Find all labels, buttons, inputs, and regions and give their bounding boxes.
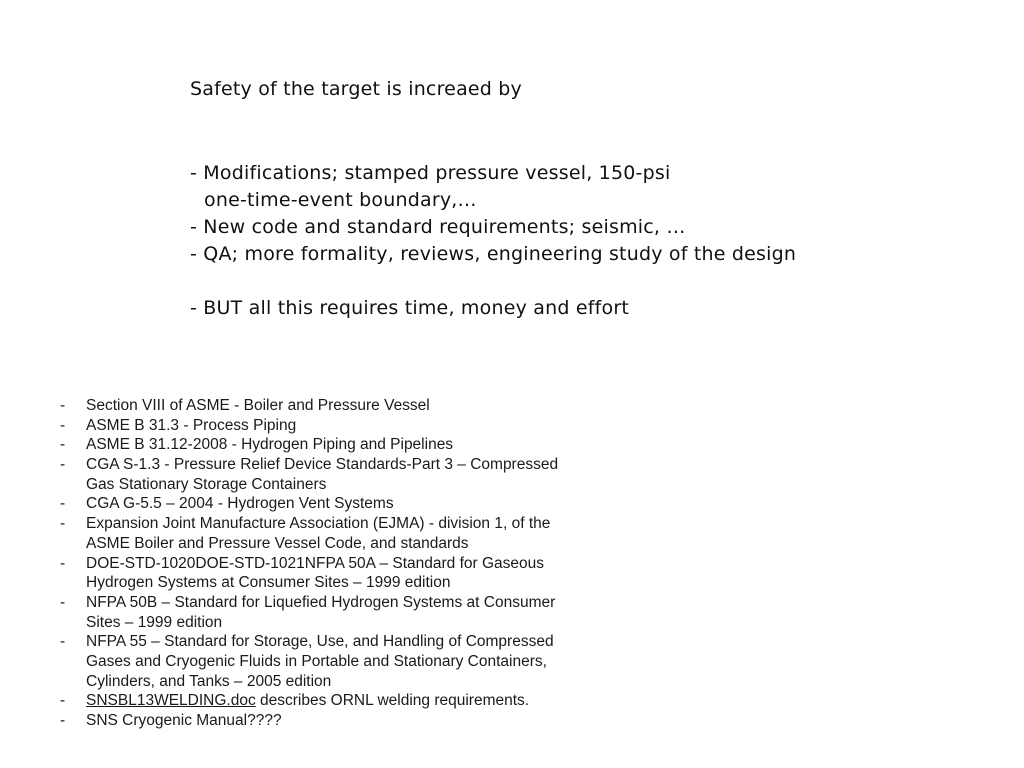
list-dash: - — [60, 436, 66, 454]
welding-doc-link[interactable]: SNSBL13WELDING.doc — [86, 692, 256, 710]
safety-summary — [190, 74, 970, 322]
list-dash: - — [60, 456, 66, 474]
reference-text: Cylinders, and Tanks – 2005 edition — [86, 672, 332, 690]
reference-text: Hydrogen Systems at Consumer Sites – 1999 edition — [86, 574, 451, 592]
list-dash: - — [60, 397, 66, 414]
reference-text: Section VIII of ASME - Boiler and Pressure Vessel — [86, 397, 430, 414]
reference-text: Sites – 1999 edition — [86, 613, 223, 631]
list-item — [60, 494, 660, 514]
list-item — [60, 455, 660, 494]
bullet-modifications-continued: one-time-event boundary,… — [204, 189, 477, 211]
list-dash: - — [60, 692, 66, 710]
reference-text: Gases and Cryogenic Fluids in Portable and Stationary Containers, — [86, 653, 547, 670]
reference-text: Expansion Joint Manufacture Association (EJMA) - division 1, of the — [86, 515, 551, 533]
list-item — [60, 554, 660, 593]
reference-text: NFPA 55 – Standard for Storage, Use, and Handling of Compressed — [86, 633, 554, 651]
slide-title: Safety of the target is increaed by — [190, 78, 523, 100]
spacer — [190, 268, 970, 295]
list-dash: - — [60, 515, 66, 533]
list-item — [60, 435, 660, 455]
list-dash: - — [60, 416, 66, 434]
list-item — [60, 514, 660, 553]
reference-text: ASME B 31.12-2008 - Hydrogen Piping and Pipelines — [86, 436, 454, 454]
list-item — [60, 593, 660, 632]
bullet-new-code: - New code and standard requirements; seismic, … — [190, 216, 686, 238]
list-dash: - — [60, 633, 66, 651]
reference-text-suffix: describes ORNL welding requirements. — [255, 692, 530, 710]
bullet-conclusion: - BUT all this requires time, money and effort — [190, 297, 630, 319]
reference-list — [60, 396, 660, 731]
reference-text — [86, 691, 660, 711]
list-item — [60, 632, 660, 691]
reference-text: DOE-STD-1020DOE-STD-1021NFPA 50A – Standard for Gaseous — [86, 554, 545, 572]
reference-text: CGA S-1.3 - Pressure Relief Device Standards-Part 3 – Compressed — [86, 456, 559, 474]
list-dash: - — [60, 554, 66, 572]
list-item — [60, 691, 660, 711]
bullet-qa: - QA; more formality, reviews, engineering study of the design — [190, 243, 797, 265]
list-item — [60, 396, 660, 416]
list-item — [60, 416, 660, 436]
list-dash: - — [60, 495, 66, 513]
list-item — [60, 711, 660, 731]
list-dash: - — [60, 593, 66, 611]
reference-text: SNS Cryogenic Manual???? — [86, 712, 282, 730]
reference-text: CGA G-5.5 – 2004 - Hydrogen Vent Systems — [86, 495, 394, 513]
reference-text: ASME Boiler and Pressure Vessel Code, and standards — [86, 534, 469, 552]
bullet-modifications: - Modifications; stamped pressure vessel, 150-psi — [190, 162, 671, 184]
spacer — [190, 104, 970, 160]
list-dash: - — [60, 712, 66, 730]
reference-text: Gas Stationary Storage Containers — [86, 475, 327, 493]
reference-text: NFPA 50B – Standard for Liquefied Hydrogen Systems at Consumer — [86, 593, 556, 611]
reference-text: ASME B 31.3 - Process Piping — [86, 416, 297, 434]
